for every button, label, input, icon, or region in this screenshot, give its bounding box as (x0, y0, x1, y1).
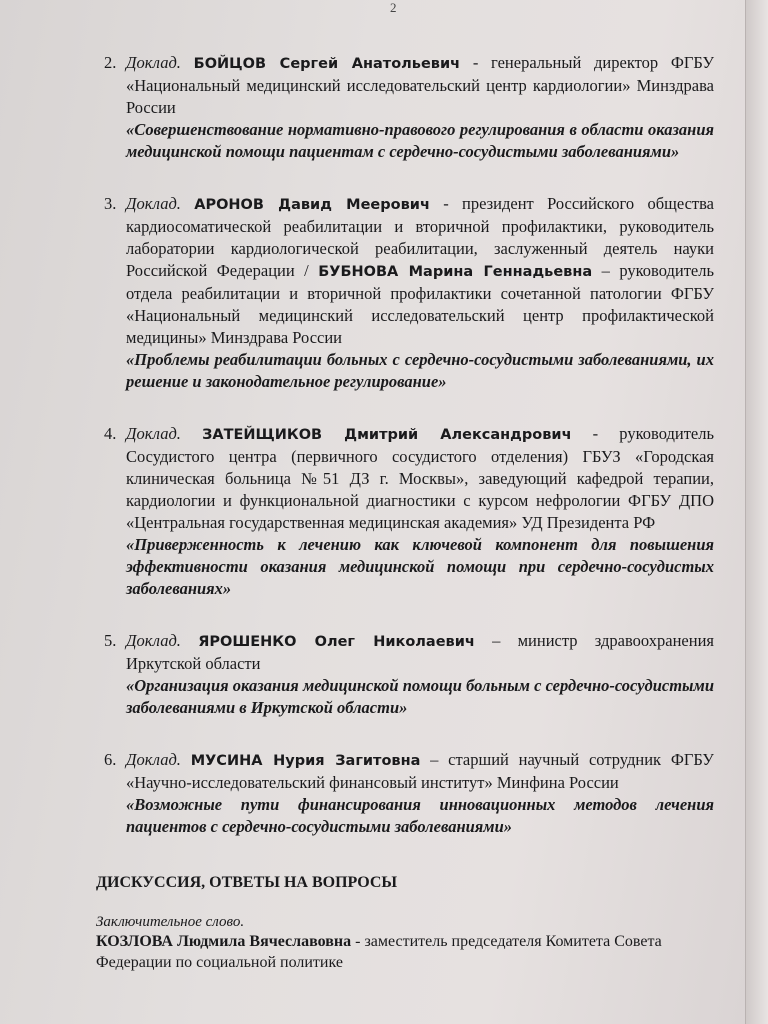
report-number: 4. (104, 424, 117, 443)
speaker-name: МУСИНА Нурия Загитовна (190, 753, 421, 769)
co-speaker-name: БУБНОВА Марина Геннадьевна (318, 264, 593, 280)
report-lead: Доклад. (126, 194, 181, 213)
speaker-name: АРОНОВ Давид Меерович (194, 197, 430, 213)
page-edge (745, 0, 768, 1024)
closing-label: Заключительное слово. (96, 914, 245, 930)
report-topic: «Приверженность к лечению как ключевой компонент для повышения эффективности оказания медицинской помощи при сердечно-сосудистых заболеваниях» (126, 535, 714, 598)
report-item-6 (96, 749, 714, 838)
report-number: 2. (104, 53, 117, 72)
report-lead: Доклад. (126, 424, 181, 443)
closing-speaker (96, 931, 714, 973)
report-item-3 (96, 193, 714, 393)
report-number: 6. (104, 750, 117, 769)
speaker-name: БОЙЦОВ Сергей Анатольевич (193, 56, 461, 72)
closing-speaker-name: КОЗЛОВА Людмила Вячеславовна (96, 933, 352, 950)
report-topic: «Организация оказания медицинской помощи больным с сердечно-сосудистыми заболеваниями в Иркутской области» (126, 676, 714, 717)
speaker-name: ЯРОШЕНКО Олег Николаевич (198, 634, 475, 650)
report-number: 3. (104, 194, 117, 213)
report-lead: Доклад. (126, 631, 181, 650)
report-topic: «Возможные пути финансирования инновационных методов лечения пациентов с сердечно-сосудистыми заболеваниями» (126, 795, 714, 836)
report-topic: «Совершенствование нормативно-правового регулирования в области оказания медицинской помощи пациентам с сердечно-сосудистыми заболеваниями» (126, 120, 714, 161)
page-number: 2 (390, 0, 397, 15)
report-speaker (126, 423, 714, 534)
report-item-4 (96, 423, 714, 600)
report-speaker (126, 749, 714, 794)
report-item-2 (96, 52, 714, 163)
speaker-name: ЗАТЕЙЩИКОВ Дмитрий Александрович (202, 427, 572, 443)
speaker-role: - генеральный директор ФГБУ «Национальный медицинский исследовательский центр кардиологии» Минздрава России (126, 53, 715, 117)
document-body (96, 52, 714, 973)
speaker-role: - руководитель Сосудистого центра (первичного сосудистого отделения) ГБУЗ «Городская клиническая больница №51 ДЗ г. Москвы», заведующий кафедрой терапии, кардиологии и функциональной диагностики с курсом нефрологии ФГБУ ДПО «Центральная государственная медицинская академия» УД Президента РФ (126, 424, 714, 532)
report-lead: Доклад. (126, 53, 181, 72)
speaker-role: – министр здравоохранения Иркутской области (126, 631, 714, 673)
report-topic: «Проблемы реабилитации больных с сердечно-сосудистыми заболеваниями, их решение и законодательное регулирование» (126, 350, 714, 391)
closing-speaker-role: - заместитель председателя Комитета Совета Федерации по социальной политике (96, 933, 662, 971)
report-lead: Доклад. (126, 750, 181, 769)
discussion-heading: ДИСКУССИЯ, ОТВЕТЫ НА ВОПРОСЫ (96, 874, 398, 891)
report-number: 5. (104, 631, 117, 650)
report-speaker (126, 193, 714, 349)
report-item-5 (96, 630, 714, 719)
report-speaker (126, 52, 714, 119)
speaker-role: – старший научный сотрудник ФГБУ «Научно-исследовательский финансовый институт» Минфина России (126, 750, 714, 792)
report-speaker (126, 630, 714, 675)
co-speaker-role: – руководитель отдела реабилитации и вторичной профилактики сочетанной патологии ФГБУ «Национальный медицинский исследовательский центр профилактической медицины» Минздрава России (126, 261, 715, 347)
speaker-role: - президент Российского общества кардиосоматической реабилитации и вторичной профилактики, руководитель лаборатории кардиологической реабилитации, заслуженный деятель науки Российской Федерации / (126, 194, 714, 280)
